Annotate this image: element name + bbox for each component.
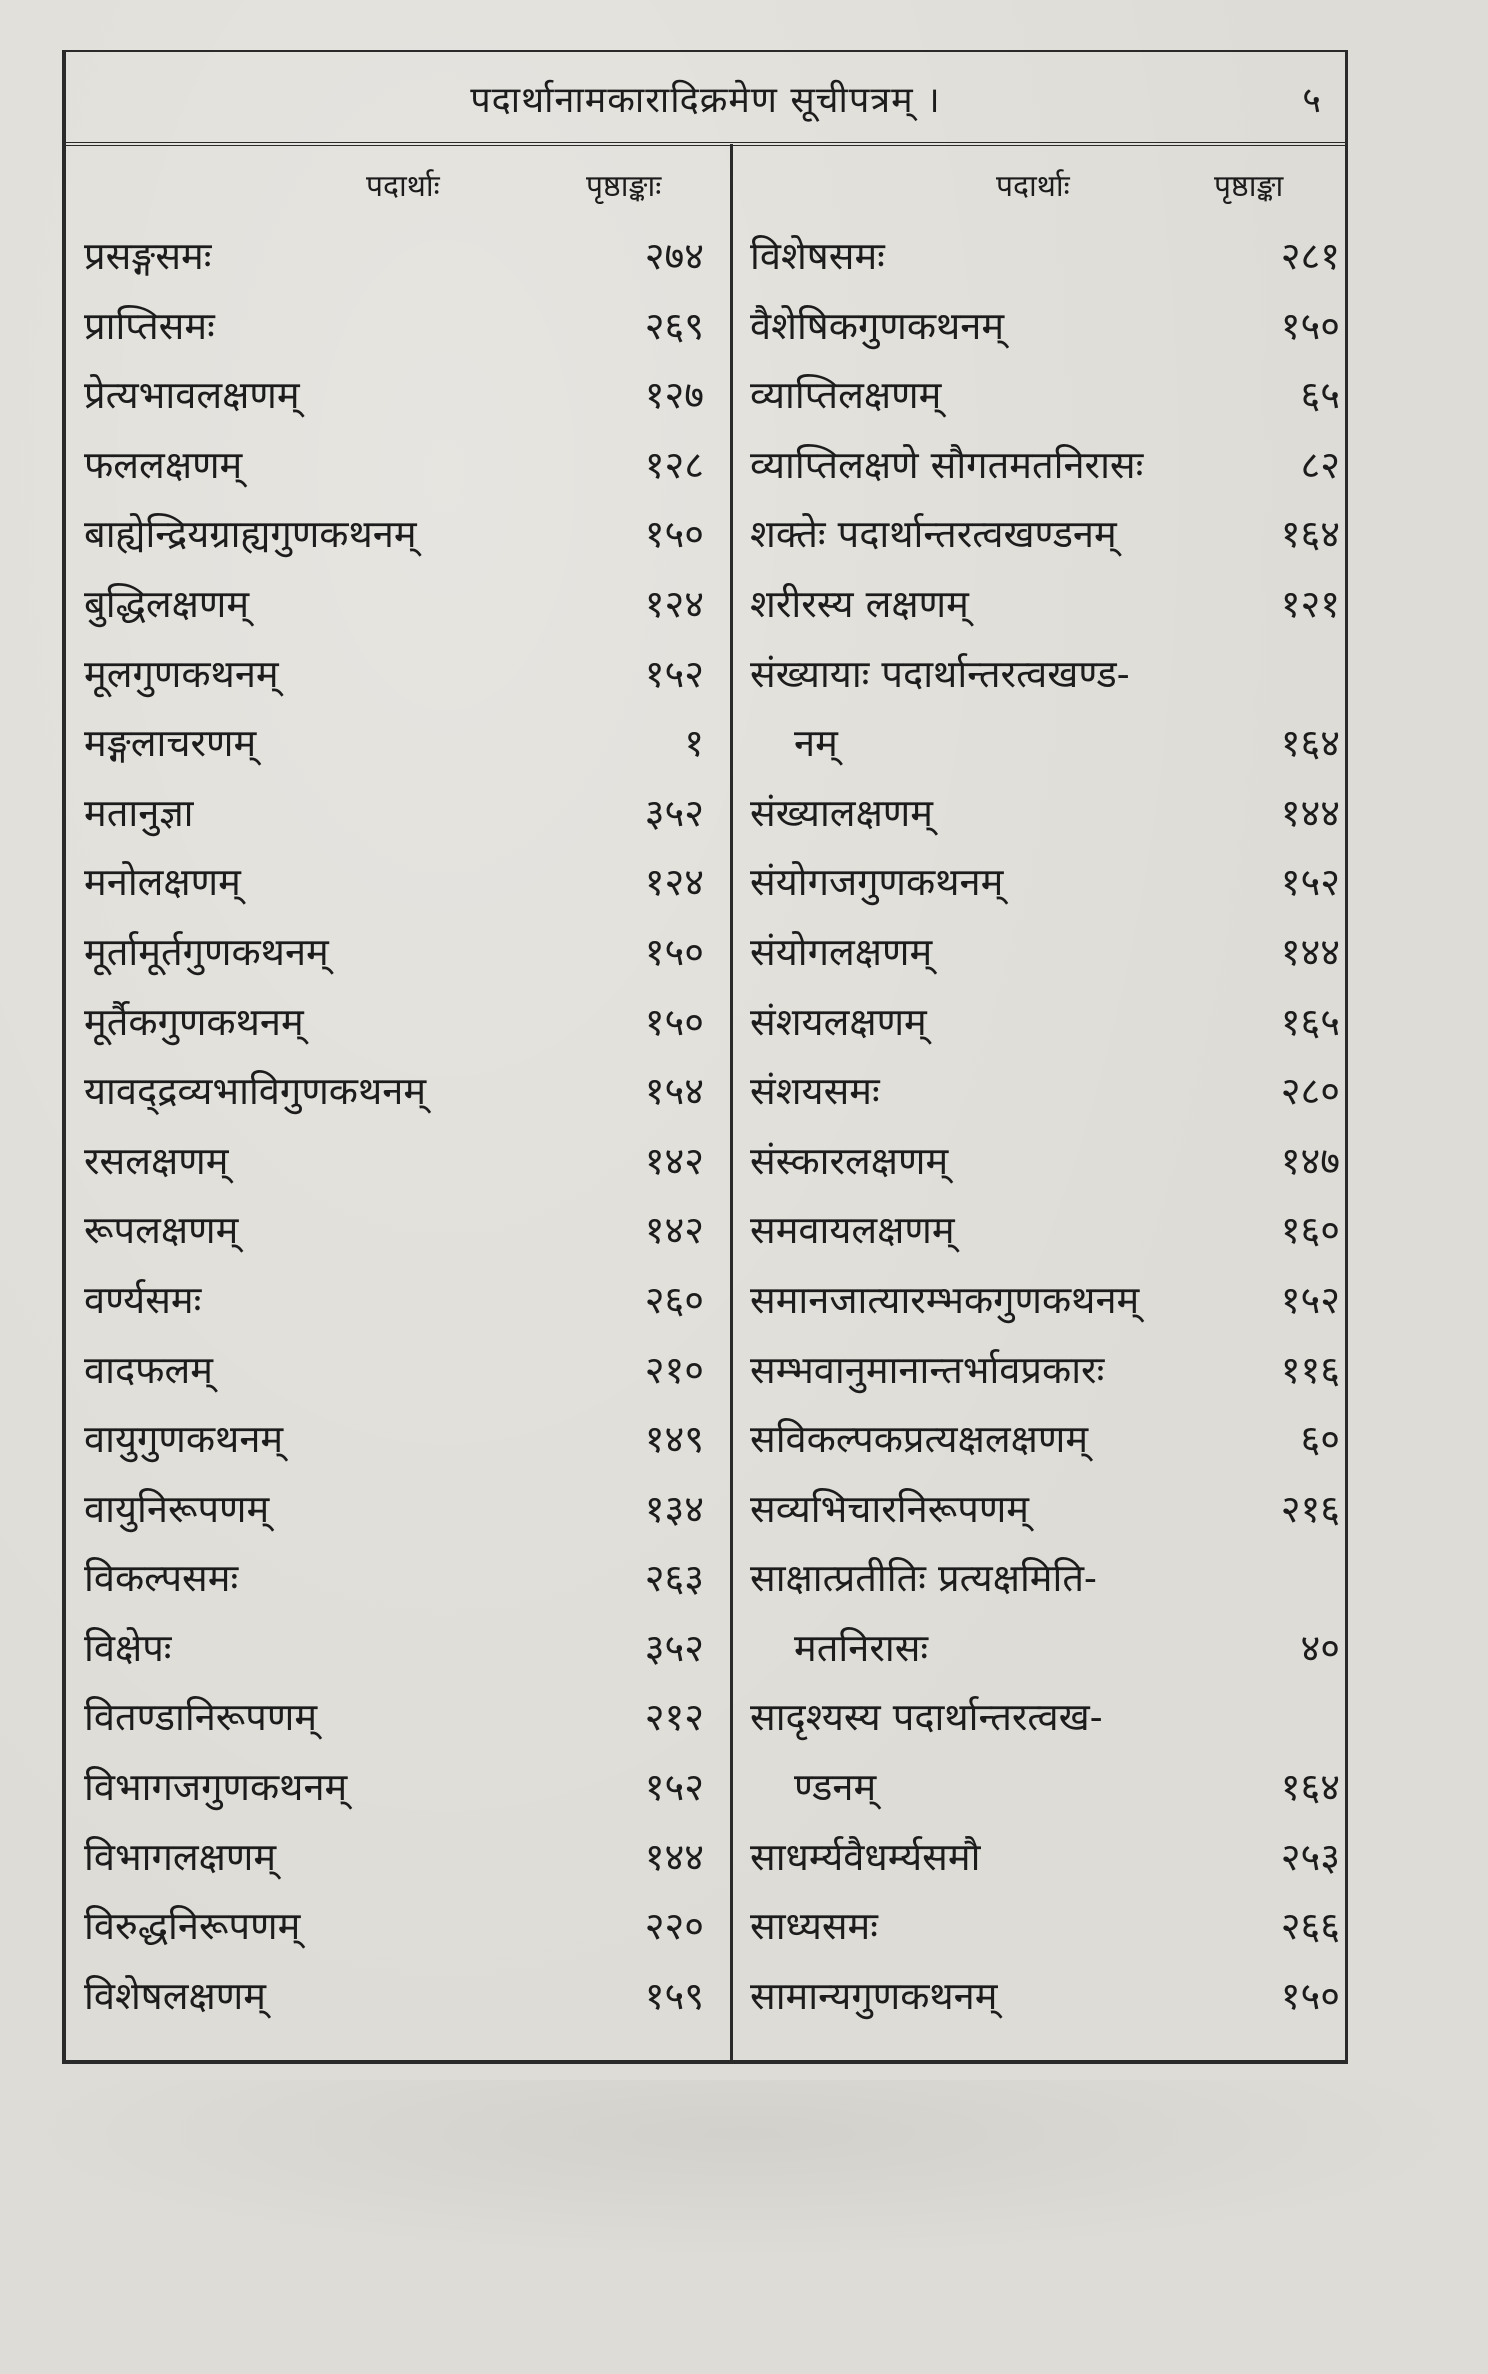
entry-term: रूपलक्षणम् bbox=[84, 1208, 239, 1253]
entry-term: समानजात्यारम्भकगुणकथनम् bbox=[750, 1277, 1140, 1322]
entry-page-number: १४९ bbox=[644, 1417, 704, 1462]
index-entry bbox=[84, 1057, 704, 1127]
entry-term: विकल्पसमः bbox=[84, 1556, 239, 1601]
index-entry bbox=[84, 1475, 704, 1545]
entry-page-number: १६४ bbox=[1280, 1765, 1340, 1810]
entry-term: संस्कारलक्षणम् bbox=[750, 1138, 949, 1183]
entry-term: यावद्द्रव्यभाविगुणकथनम् bbox=[84, 1069, 427, 1114]
entry-term: व्याप्तिलक्षणे सौगतमतनिरासः bbox=[750, 442, 1144, 487]
entry-page-number: २२० bbox=[644, 1904, 704, 1949]
entry-term: मूलगुणकथनम् bbox=[84, 651, 279, 696]
entry-term: मूर्तैकगुणकथनम् bbox=[84, 999, 304, 1044]
index-entry bbox=[750, 1266, 1340, 1336]
index-entry bbox=[84, 1962, 704, 2032]
index-entry bbox=[84, 988, 704, 1058]
entry-term: समवायलक्षणम् bbox=[750, 1208, 955, 1253]
index-entry bbox=[84, 1823, 704, 1893]
entry-page-number: ३५२ bbox=[644, 1625, 704, 1670]
index-entry bbox=[750, 1544, 1340, 1614]
entry-page-number: १४२ bbox=[644, 1138, 704, 1183]
entry-term: प्रेत्यभावलक्षणम् bbox=[84, 373, 300, 418]
index-entry bbox=[750, 918, 1340, 988]
paper-smudge bbox=[0, 2080, 1488, 2260]
entry-page-number: १५२ bbox=[1280, 860, 1340, 905]
entry-page-number: ६० bbox=[1300, 1417, 1340, 1462]
entry-term: शक्तेः पदार्थान्तरत्वखण्डनम् bbox=[750, 512, 1117, 557]
index-entry bbox=[750, 1683, 1340, 1753]
entry-page-number: ११६ bbox=[1280, 1347, 1340, 1392]
column-divider bbox=[730, 144, 733, 2060]
entry-page-number: १४४ bbox=[1280, 929, 1340, 974]
index-entry bbox=[750, 500, 1340, 570]
index-entry bbox=[84, 709, 704, 779]
index-entry bbox=[84, 222, 704, 292]
entry-page-number: ४० bbox=[1300, 1625, 1340, 1670]
entry-term: विशेषलक्षणम् bbox=[84, 1973, 266, 2018]
entry-term: संयोगजगुणकथनम् bbox=[750, 860, 1004, 905]
entry-page-number: १२८ bbox=[644, 442, 704, 487]
entry-page-number: १५२ bbox=[644, 651, 704, 696]
index-entry bbox=[750, 1614, 1340, 1684]
entry-page-number: १५४ bbox=[644, 1069, 704, 1114]
entry-term: संशयलक्षणम् bbox=[750, 999, 927, 1044]
entry-page-number: २८१ bbox=[1280, 234, 1340, 278]
entry-page-number: २६६ bbox=[1280, 1904, 1340, 1949]
entry-term: विशेषसमः bbox=[750, 234, 885, 278]
entry-term: मनोलक्षणम् bbox=[84, 860, 241, 905]
right-index-column bbox=[750, 222, 1340, 2031]
entry-term: संख्यायाः पदार्थान्तरत्वखण्ड- bbox=[750, 651, 1130, 696]
entry-page-number: २१६ bbox=[1280, 1486, 1340, 1531]
index-entry bbox=[750, 1405, 1340, 1475]
index-entry bbox=[750, 292, 1340, 362]
index-entry bbox=[84, 292, 704, 362]
entry-page-number: १५९ bbox=[644, 1973, 704, 2018]
entry-term: शरीरस्य लक्षणम् bbox=[750, 581, 969, 626]
index-entry bbox=[84, 640, 704, 710]
entry-term: बाह्येन्द्रियग्राह्यगुणकथनम् bbox=[84, 512, 417, 557]
entry-term: सादृश्यस्य पदार्थान्तरत्वख- bbox=[750, 1695, 1103, 1740]
entry-term: मङ्गलाचरणम् bbox=[84, 721, 257, 766]
entry-term: वायुगुणकथनम् bbox=[84, 1417, 284, 1462]
entry-page-number: २८० bbox=[1280, 1069, 1340, 1114]
entry-page-number: १६४ bbox=[1280, 721, 1340, 766]
entry-term: संयोगलक्षणम् bbox=[750, 929, 933, 974]
index-entry bbox=[84, 1614, 704, 1684]
entry-page-number: १४४ bbox=[1280, 790, 1340, 835]
entry-term: प्रसङ्गसमः bbox=[84, 234, 212, 278]
index-entry bbox=[750, 709, 1340, 779]
entry-page-number: १५० bbox=[644, 512, 704, 557]
index-entry bbox=[84, 1405, 704, 1475]
entry-page-number: २६० bbox=[644, 1277, 704, 1322]
entry-page-number: ६५ bbox=[1300, 373, 1340, 418]
entry-term: सव्यभिचारनिरूपणम् bbox=[750, 1486, 1030, 1531]
index-entry bbox=[750, 1196, 1340, 1266]
index-entry bbox=[84, 1266, 704, 1336]
entry-page-number: २१२ bbox=[644, 1695, 704, 1740]
index-entry bbox=[84, 1683, 704, 1753]
index-entry bbox=[84, 361, 704, 431]
index-entry bbox=[84, 848, 704, 918]
entry-page-number: १५० bbox=[1280, 303, 1340, 348]
entry-page-number: २६९ bbox=[644, 303, 704, 348]
index-entry bbox=[750, 1057, 1340, 1127]
index-entry bbox=[750, 361, 1340, 431]
entry-term: वायुनिरूपणम् bbox=[84, 1486, 270, 1531]
page-number: ५ bbox=[1302, 80, 1321, 121]
entry-term: व्याप्तिलक्षणम् bbox=[750, 373, 942, 418]
index-entry bbox=[84, 570, 704, 640]
left-page-header: पृष्ठाङ्काः bbox=[586, 169, 662, 204]
entry-term: मतानुज्ञा bbox=[84, 790, 194, 835]
entry-term: वर्ण्यसमः bbox=[84, 1277, 202, 1322]
index-entry bbox=[84, 431, 704, 501]
entry-term: सम्भवानुमानान्तर्भावप्रकारः bbox=[750, 1347, 1105, 1392]
left-term-header: पदार्थाः bbox=[366, 169, 440, 204]
index-entry bbox=[750, 1962, 1340, 2032]
entry-term: फललक्षणम् bbox=[84, 442, 243, 487]
index-entry bbox=[750, 1127, 1340, 1197]
entry-page-number: ३५२ bbox=[644, 790, 704, 835]
index-entry bbox=[84, 1892, 704, 1962]
index-entry bbox=[750, 1892, 1340, 1962]
entry-term: बुद्धिलक्षणम् bbox=[84, 581, 250, 626]
entry-page-number: १५२ bbox=[644, 1765, 704, 1810]
right-term-header: पदार्थाः bbox=[996, 169, 1070, 204]
index-entry bbox=[750, 1336, 1340, 1406]
index-entry bbox=[84, 918, 704, 988]
entry-page-number: १२४ bbox=[644, 581, 704, 626]
entry-page-number: १३४ bbox=[644, 1486, 704, 1531]
right-page-header: पृष्ठाङ्का bbox=[1214, 169, 1284, 204]
entry-page-number: ८२ bbox=[1300, 442, 1340, 487]
left-index-column bbox=[84, 222, 704, 2031]
index-entry bbox=[84, 1196, 704, 1266]
index-entry bbox=[750, 570, 1340, 640]
index-entry bbox=[750, 1753, 1340, 1823]
entry-term: मूर्तामूर्तगुणकथनम् bbox=[84, 929, 329, 974]
entry-term: सामान्यगुणकथनम् bbox=[750, 1973, 998, 2018]
entry-term: वादफलम् bbox=[84, 1347, 213, 1392]
index-entry bbox=[750, 1475, 1340, 1545]
entry-term: ण्डनम् bbox=[794, 1765, 877, 1810]
entry-term: सविकल्पकप्रत्यक्षलक्षणम् bbox=[750, 1417, 1089, 1462]
index-entry bbox=[750, 222, 1340, 292]
index-entry bbox=[750, 640, 1340, 710]
entry-page-number: २७४ bbox=[644, 234, 704, 278]
index-entry bbox=[750, 988, 1340, 1058]
entry-page-number: १४७ bbox=[1280, 1138, 1340, 1183]
entry-page-number: १६० bbox=[1280, 1208, 1340, 1253]
index-entry bbox=[750, 848, 1340, 918]
entry-term: मतनिरासः bbox=[794, 1625, 929, 1670]
entry-term: संख्यालक्षणम् bbox=[750, 790, 934, 835]
entry-page-number: १ bbox=[684, 721, 704, 766]
entry-term: विरुद्धनिरूपणम् bbox=[84, 1904, 301, 1949]
entry-page-number: १६५ bbox=[1280, 999, 1340, 1044]
entry-page-number: १५२ bbox=[1280, 1277, 1340, 1322]
entry-term: साक्षात्प्रतीतिः प्रत्यक्षमिति- bbox=[750, 1556, 1097, 1601]
entry-term: साध्यसमः bbox=[750, 1904, 878, 1949]
column-headers bbox=[66, 164, 1345, 214]
entry-page-number: १५० bbox=[644, 929, 704, 974]
index-entry bbox=[84, 1127, 704, 1197]
entry-page-number: १२१ bbox=[1280, 581, 1340, 626]
entry-term: वैशेषिकगुणकथनम् bbox=[750, 303, 1005, 348]
entry-page-number: १४४ bbox=[644, 1834, 704, 1879]
entry-page-number: १५० bbox=[644, 999, 704, 1044]
entry-page-number: १२४ bbox=[644, 860, 704, 905]
entry-page-number: १४२ bbox=[644, 1208, 704, 1253]
index-entry bbox=[750, 431, 1340, 501]
index-entry bbox=[84, 1336, 704, 1406]
index-entry bbox=[750, 779, 1340, 849]
index-entry bbox=[750, 1823, 1340, 1893]
entry-term: साधर्म्यवैधर्म्यसमौ bbox=[750, 1834, 981, 1879]
entry-term: विभागलक्षणम् bbox=[84, 1834, 277, 1879]
entry-term: नम् bbox=[794, 721, 838, 766]
entry-term: विभागजगुणकथनम् bbox=[84, 1765, 348, 1810]
page-title: पदार्थानामकारादिक्रमेण सूचीपत्रम् । bbox=[470, 80, 941, 121]
entry-term: विक्षेपः bbox=[84, 1625, 172, 1670]
entry-term: रसलक्षणम् bbox=[84, 1138, 229, 1183]
entry-term: संशयसमः bbox=[750, 1069, 880, 1114]
index-entry bbox=[84, 1753, 704, 1823]
entry-page-number: २५३ bbox=[1280, 1834, 1340, 1879]
entry-page-number: १२७ bbox=[644, 373, 704, 418]
entry-page-number: १६४ bbox=[1280, 512, 1340, 557]
index-entry bbox=[84, 779, 704, 849]
entry-term: वितण्डानिरूपणम् bbox=[84, 1695, 318, 1740]
entry-term: प्राप्तिसमः bbox=[84, 303, 215, 348]
index-frame bbox=[62, 50, 1348, 2064]
entry-page-number: २६३ bbox=[644, 1556, 704, 1601]
entry-page-number: १५० bbox=[1280, 1973, 1340, 2018]
running-header bbox=[66, 52, 1345, 146]
index-entry bbox=[84, 1544, 704, 1614]
entry-page-number: २१० bbox=[644, 1347, 704, 1392]
index-entry bbox=[84, 500, 704, 570]
